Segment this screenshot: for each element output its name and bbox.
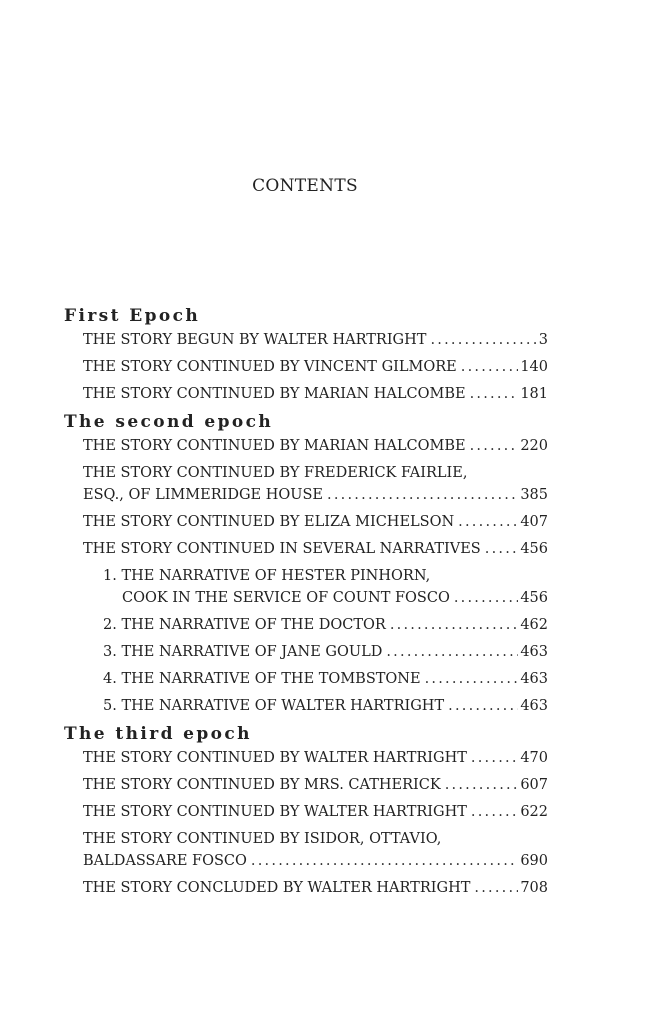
toc-entry-title: THE STORY BEGUN BY WALTER HARTRIGHT bbox=[83, 332, 427, 348]
toc-entry-title: THE STORY CONTINUED BY WALTER HARTRIGHT bbox=[83, 804, 467, 820]
toc-entry[interactable] bbox=[64, 435, 548, 457]
toc-page-number: 607 bbox=[520, 777, 548, 793]
dot-leader bbox=[327, 484, 518, 506]
dot-leader bbox=[454, 587, 518, 609]
toc-page-number: 470 bbox=[520, 750, 548, 766]
toc-section bbox=[64, 304, 548, 405]
toc-entry[interactable] bbox=[64, 828, 548, 872]
section-heading: The second epoch bbox=[64, 412, 274, 432]
dot-leader bbox=[471, 747, 518, 769]
toc-page-number: 385 bbox=[520, 487, 548, 503]
toc-page-number: 463 bbox=[520, 698, 548, 714]
toc-entry[interactable] bbox=[64, 329, 548, 351]
toc-page-number: 462 bbox=[520, 617, 548, 633]
toc-entry-title-line1: THE STORY CONTINUED BY FREDERICK FAIRLIE, bbox=[83, 465, 468, 481]
toc-entry-title: THE STORY CONTINUED BY MARIAN HALCOMBE bbox=[83, 438, 466, 454]
dot-leader bbox=[461, 356, 519, 378]
section-heading: The third epoch bbox=[64, 724, 252, 744]
toc-entry-title: COOK IN THE SERVICE OF COUNT FOSCO bbox=[122, 590, 450, 606]
toc-entry[interactable] bbox=[64, 747, 548, 769]
toc-sub-entry[interactable] bbox=[64, 614, 548, 636]
toc-entry-title: THE STORY CONTINUED BY VINCENT GILMORE bbox=[83, 359, 457, 375]
toc-page-number: 407 bbox=[520, 514, 548, 530]
dot-leader bbox=[430, 329, 536, 351]
toc-entry[interactable] bbox=[64, 356, 548, 378]
dot-leader bbox=[386, 641, 518, 663]
dot-leader bbox=[470, 383, 519, 405]
toc-page-number: 463 bbox=[520, 671, 548, 687]
toc-page-number: 463 bbox=[520, 644, 548, 660]
toc-page-number: 140 bbox=[520, 359, 548, 375]
dot-leader bbox=[251, 850, 518, 872]
toc-entry[interactable] bbox=[64, 538, 548, 560]
toc-entry-title: THE STORY CONTINUED IN SEVERAL NARRATIVES bbox=[83, 541, 481, 557]
toc-entry-title: 2. THE NARRATIVE OF THE DOCTOR bbox=[103, 617, 386, 633]
toc-sub-entry[interactable] bbox=[64, 668, 548, 690]
toc-entry-title: THE STORY CONTINUED BY WALTER HARTRIGHT bbox=[83, 750, 467, 766]
dot-leader bbox=[458, 511, 518, 533]
toc-entry[interactable] bbox=[64, 801, 548, 823]
toc-entry-title-line1: 1. THE NARRATIVE OF HESTER PINHORN, bbox=[103, 568, 431, 584]
toc-entry-title: THE STORY CONTINUED BY MRS. CATHERICK bbox=[83, 777, 441, 793]
dot-leader bbox=[445, 774, 519, 796]
dot-leader bbox=[485, 538, 519, 560]
dot-leader bbox=[390, 614, 518, 636]
toc-entry-title: THE STORY CONTINUED BY MARIAN HALCOMBE bbox=[83, 386, 466, 402]
dot-leader bbox=[470, 435, 519, 457]
toc-page-number: 456 bbox=[520, 541, 548, 557]
toc-entry-title: BALDASSARE FOSCO bbox=[83, 853, 247, 869]
toc-page-number: 181 bbox=[520, 386, 548, 402]
toc-page-number: 690 bbox=[520, 853, 548, 869]
dot-leader bbox=[471, 801, 518, 823]
toc-sub-entry[interactable] bbox=[64, 565, 548, 609]
dot-leader bbox=[425, 668, 519, 690]
toc-page-number: 456 bbox=[520, 590, 548, 606]
toc-entry[interactable] bbox=[64, 511, 548, 533]
toc-sub-entry[interactable] bbox=[64, 695, 548, 717]
toc-entry[interactable] bbox=[64, 774, 548, 796]
toc-entry[interactable] bbox=[64, 383, 548, 405]
page-title: CONTENTS bbox=[252, 176, 358, 196]
toc-entry[interactable] bbox=[64, 877, 548, 899]
toc-entry-title: THE STORY CONCLUDED BY WALTER HARTRIGHT bbox=[83, 880, 471, 896]
toc-page-number: 622 bbox=[520, 804, 548, 820]
table-of-contents bbox=[64, 304, 548, 904]
toc-entry[interactable] bbox=[64, 462, 548, 506]
dot-leader bbox=[448, 695, 518, 717]
toc-entry-title: ESQ., OF LIMMERIDGE HOUSE bbox=[83, 487, 324, 503]
toc-entry-title: THE STORY CONTINUED BY ELIZA MICHELSON bbox=[83, 514, 455, 530]
toc-section bbox=[64, 410, 548, 717]
toc-entry-title: 3. THE NARRATIVE OF JANE GOULD bbox=[103, 644, 383, 660]
toc-entry-title: 4. THE NARRATIVE OF THE TOMBSTONE bbox=[103, 671, 421, 687]
toc-entry-title-line1: THE STORY CONTINUED BY ISIDOR, OTTAVIO, bbox=[83, 831, 442, 847]
section-heading: First Epoch bbox=[64, 306, 201, 326]
toc-entry-title: 5. THE NARRATIVE OF WALTER HARTRIGHT bbox=[103, 698, 445, 714]
dot-leader bbox=[474, 877, 518, 899]
toc-page-number: 708 bbox=[520, 880, 548, 896]
toc-page-number: 3 bbox=[538, 332, 548, 348]
toc-sub-entry[interactable] bbox=[64, 641, 548, 663]
toc-section bbox=[64, 722, 548, 899]
toc-page-number: 220 bbox=[520, 438, 548, 454]
